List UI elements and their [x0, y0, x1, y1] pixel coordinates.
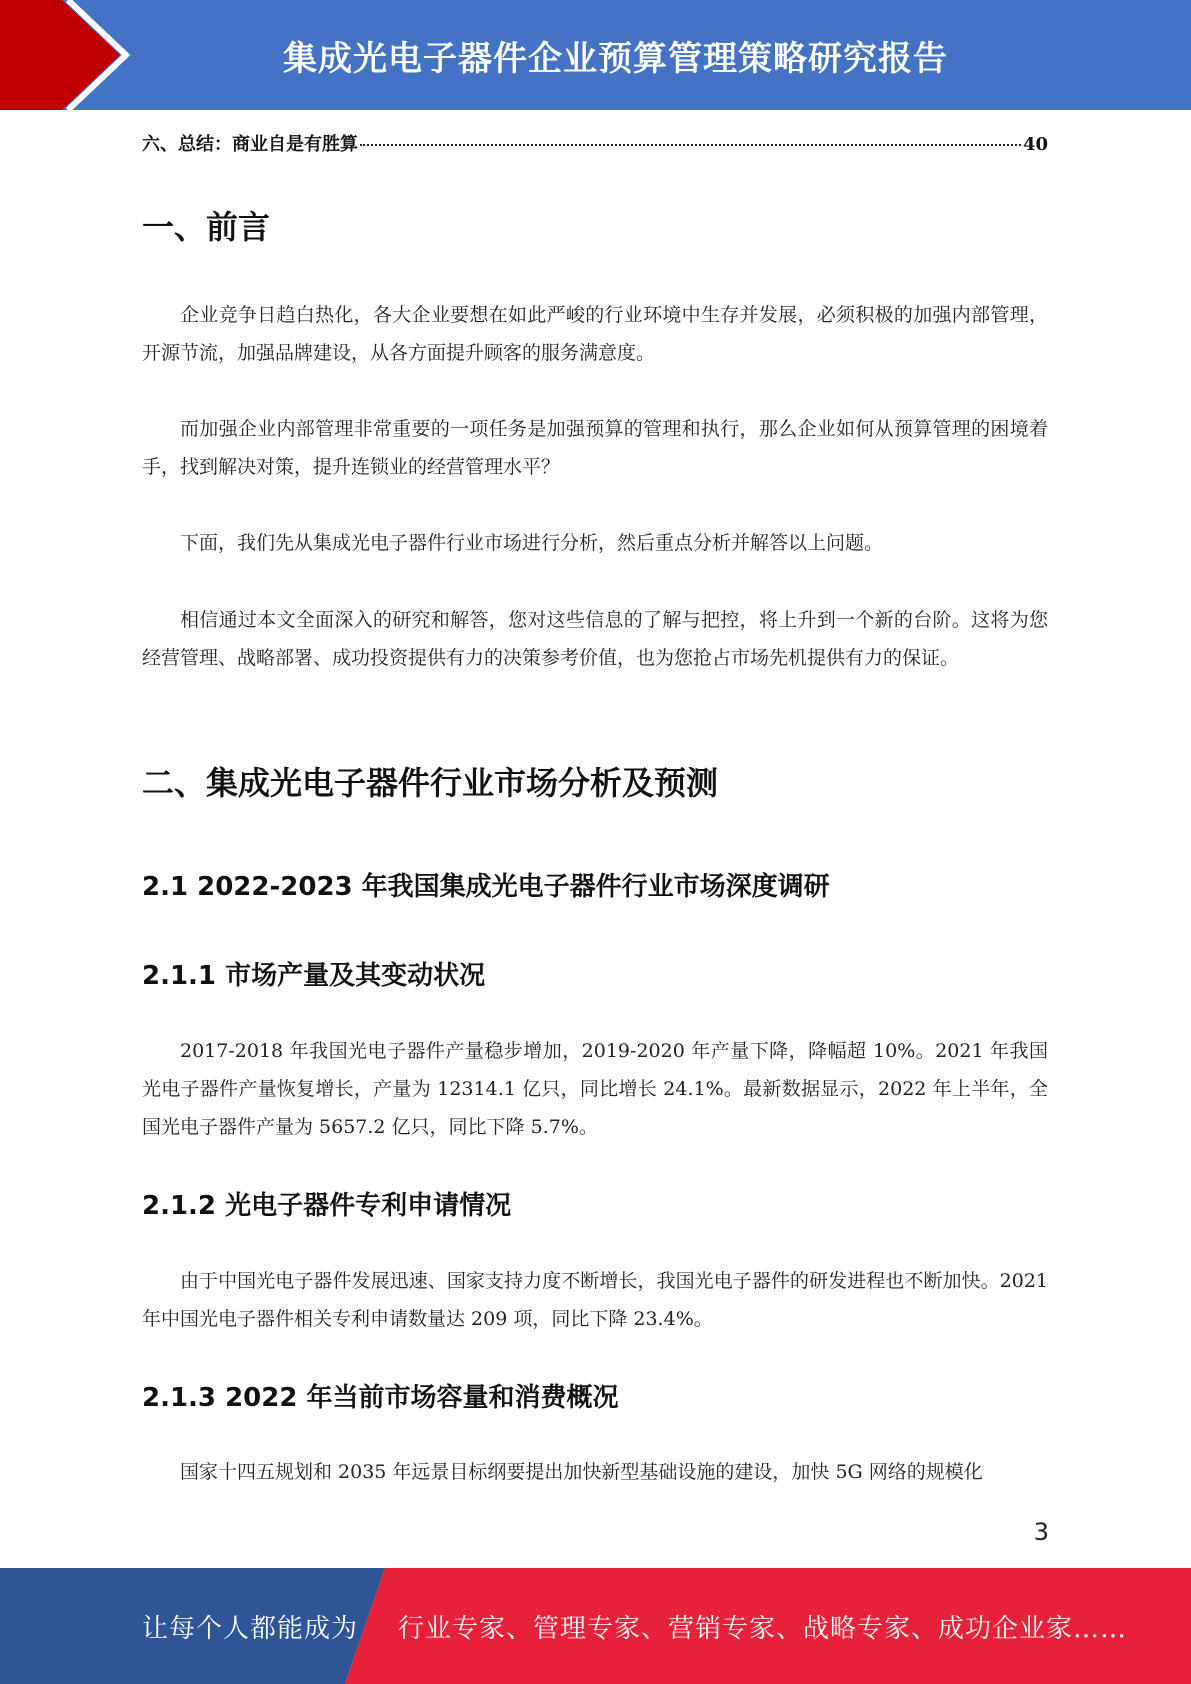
paragraph: 企业竞争日趋白热化，各大企业要想在如此严峻的行业环境中生存并发展，必须积极的加强内部管理，开源节流，加强品牌建设，从各方面提升顾客的服务满意度。	[142, 304, 1048, 364]
paragraph: 相信通过本文全面深入的研究和解答，您对这些信息的了解与把控，将上升到一个新的台阶。这将为您经营管理、战略部署、成功投资提供有力的决策参考价值，也为您抢占市场先机提供有力的保证。	[142, 609, 1048, 669]
subsection-heading: 2.1.2 光电子器件专利申请情况	[142, 1191, 512, 1221]
toc-entry-text: 六、总结：商业自是有胜算	[142, 134, 358, 155]
page-header-band	[0, 0, 1191, 110]
page-footer-band	[0, 1568, 1191, 1684]
paragraph: 而加强企业内部管理非常重要的一项任务是加强预算的管理和执行，那么企业如何从预算管理的困境着手，找到解决对策，提升连锁业的经营管理水平？	[142, 418, 1048, 478]
report-title: 集成光电子器件企业预算管理策略研究报告	[283, 38, 948, 79]
subsection-heading: 2.1.1 市场产量及其变动状况	[142, 961, 486, 991]
toc-entry[interactable]	[142, 130, 1048, 156]
page-number: 3	[1033, 1518, 1049, 1546]
subsection-heading: 2.1 2022-2023 年我国集成光电子器件行业市场深度调研	[142, 872, 830, 902]
section-heading-market-analysis: 二、集成光电子器件行业市场分析及预测	[142, 764, 719, 802]
subsection-heading: 2.1.3 2022 年当前市场容量和消费概况	[142, 1383, 619, 1413]
header-red-arrow-decoration	[0, 0, 150, 110]
paragraph: 下面，我们先从集成光电子器件行业市场进行分析，然后重点分析并解答以上问题。	[180, 532, 884, 554]
footer-slogan-right: 行业专家、管理专家、营销专家、战略专家、成功企业家……	[398, 1613, 1128, 1644]
paragraph: 2017-2018 年我国光电子器件产量稳步增加，2019-2020 年产量下降，降幅超 10%。2021 年我国光电子器件产量恢复增长，产量为 12314.1 亿只，同比增长 24.1%。最新数据显示，2022 年上半年，全国光电子器件产量为 5657.2 亿只，同比下降 5.7%。	[142, 1040, 1048, 1138]
section-heading-preface: 一、前言	[142, 208, 271, 246]
toc-leader-dots	[360, 144, 1021, 146]
toc-entry-page: 40	[1022, 134, 1048, 155]
footer-slogan-left: 让每个人都能成为	[142, 1613, 359, 1644]
paragraph: 由于中国光电子器件发展迅速、国家支持力度不断增长，我国光电子器件的研发进程也不断加快。2021 年中国光电子器件相关专利申请数量达 209 项，同比下降 23.4%。	[142, 1270, 1048, 1330]
paragraph: 国家十四五规划和 2035 年远景目标纲要提出加快新型基础设施的建设，加快 5G 网络的规模化	[180, 1461, 983, 1483]
